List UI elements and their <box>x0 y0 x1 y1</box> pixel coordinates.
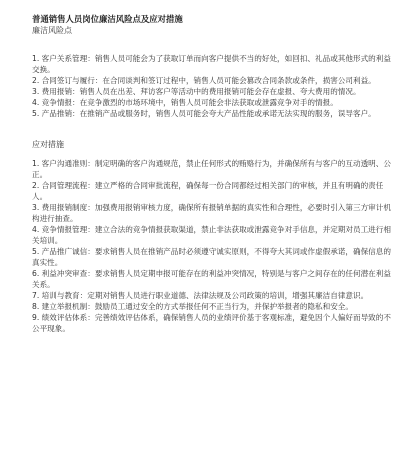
risk-list <box>32 53 397 119</box>
list-item: 7. 培训与教育：定期对销售人员进行职业道德、法律法规及公司政策的培训，增强其廉洁自律意识。 <box>32 291 369 300</box>
list-item: 5. 产品推销：在推销产品或服务时，销售人员可能会夸大产品性能或承诺无法实现的服务，误导客户。 <box>32 109 376 118</box>
list-item: 1. 客户沟通准则：制定明确的客户沟通规范，禁止任何形式的贿赂行为，并确保所有与客户的互动透明、公正。 <box>32 159 391 179</box>
list-item: 3. 费用报销制度：加强费用报销审核力度，确保所有报销单据的真实性和合理性，必要时引入第三方审计机构进行抽查。 <box>32 203 391 223</box>
list-item: 3. 费用报销：销售人员在出差、拜访客户等活动中的费用报销可能会存在虚报、夸大费用的情况。 <box>32 87 361 96</box>
list-item: 2. 合同签订与履行：在合同谈判和签订过程中，销售人员可能会篡改合同条款或条件，损害公司利益。 <box>32 76 376 85</box>
list-item: 5. 产品推广诚信：要求销售人员在推销产品时必须遵守诚实原则，不得夸大其词或作虚假承诺，确保信息的真实性。 <box>32 247 391 267</box>
list-item: 4. 竞争情报管理：建立合法的竞争情报获取渠道，禁止非法获取或泄露竞争对手信息，并定期对员工进行相关培训。 <box>32 225 391 245</box>
risk-section-heading: 廉洁风险点 <box>32 26 72 35</box>
list-item: 9. 绩效评估体系：完善绩效评估体系，确保销售人员的业绩评价基于客观标准，避免因个人偏好而导致的不公平现象。 <box>32 313 391 333</box>
list-item: 1. 客户关系管理：销售人员可能会为了获取订单而向客户提供不当的好处，如回扣、礼品或其他形式的利益交换。 <box>32 54 391 74</box>
measures-list <box>32 158 397 334</box>
measures-section-heading: 应对措施 <box>32 140 64 149</box>
list-item: 2. 合同管理流程：建立严格的合同审批流程，确保每一份合同都经过相关部门的审核，并且有明确的责任人。 <box>32 181 384 201</box>
list-item: 8. 建立举报机制：鼓励员工通过安全的方式举报任何不正当行为，并保护举报者的隐私和安全。 <box>32 302 353 311</box>
list-item: 4. 竞争情报：在竞争激烈的市场环境中，销售人员可能会非法获取或泄露竞争对手的情报。 <box>32 98 338 107</box>
list-item: 6. 利益冲突审查：要求销售人员定期申报可能存在的利益冲突情况，特别是与客户之间存在的任何潜在利益关系。 <box>32 269 391 289</box>
document-title: 普通销售人员岗位廉洁风险点及应对措施 <box>32 14 183 24</box>
